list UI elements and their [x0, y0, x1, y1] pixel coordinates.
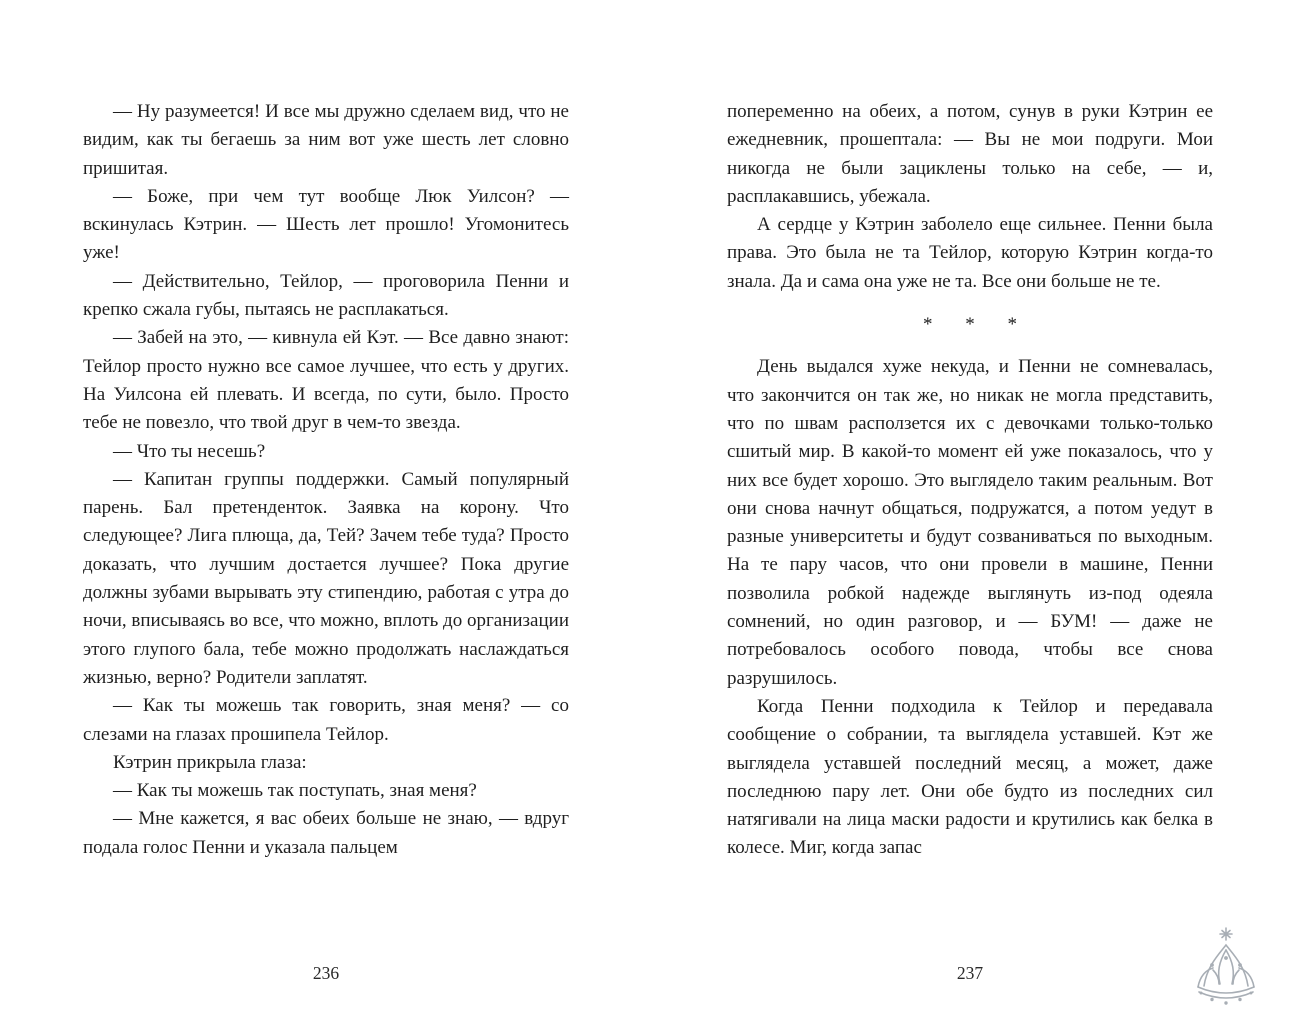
paragraph: День выдался хуже некуда, и Пенни не сомневалась, что закончится он так же, но никак не могла представить, что по швам расползется их с девочками только-только сшитый мир. В какой-то момент ей уже показалось, что у них все будет хорошо. Это выглядело таким реальным. Вот они снова начнут общаться, подружатся, а потом уедут в разные университеты и будут созваниваться по выходным. На те пару часов, что они провели в машине, Пенни позволила робкой надежде выглянуть из-под одеяла сомнений, но один разговор, и — БУМ! — даже не потребовалось особого повода, чтобы все снова разрушилось. — [727, 356, 1213, 689]
right-page-number: 237 — [956, 963, 984, 983]
paragraph: — Ну разумеется! И все мы дружно сделаем вид, что не видим, как ты бегаешь за ним вот уже шесть лет словно пришитая. — [83, 101, 569, 179]
paragraph: — Боже, при чем тут вообще Люк Уилсон? — вскинулась Кэтрин. — Шесть лет прошло! Угомонитесь уже! — [83, 185, 569, 264]
left-page-number: 236 — [312, 963, 340, 983]
paragraph: Когда Пенни подходила к Тейлор и передавала сообщение о собрании, та выглядела уставшей. Кэт же выглядела уставшей последний месяц, а может, даже последнюю пару лет. Они обе будто из последних сил натягивали на лица маски радости и крутились как белка в колесе. Миг, когда запас — [727, 695, 1213, 859]
paragraph: — Капитан группы поддержки. Самый популярный парень. Бал претенденток. Заявка на корону. Что следующее? Лига плюща, да, Тей? Зачем тебе туда? Просто доказать, что лучшим достается лучшее? Пока другие должны зубами вырывать эту стипендию, работая с утра до ночи, вписываясь во все, что можно, вплоть до организации этого глупого бала, тебе можно продолжать наслаждаться жизнью, верно? Родители заплатят. — [83, 468, 569, 688]
paragraph: — Как ты можешь так поступать, зная меня? — [113, 780, 477, 802]
paragraph: — Забей на это, — кивнула ей Кэт. — Все давно знают: Тейлор просто нужно все самое лучшее, что есть у других. На Уилсона ей плевать. И всегда, по сути, было. Просто тебе не повезло, что твой друг в чем-то звезда. — [83, 327, 569, 434]
right-page-text — [727, 98, 1213, 863]
crown-icon — [1189, 924, 1263, 1012]
section-separator: * * * — [923, 314, 1031, 336]
paragraph: — Действительно, Тейлор, — проговорила Пенни и крепко сжала губы, пытаясь не расплакаться. — [83, 270, 569, 321]
paragraph: Кэтрин прикрыла глаза: — [113, 751, 307, 773]
paragraph: — Мне кажется, я вас обеих больше не знаю, — вдруг подала голос Пенни и указала пальцем — [83, 808, 569, 858]
left-page-text — [83, 98, 569, 862]
paragraph: — Как ты можешь так говорить, зная меня? — со слезами на глазах прошипела Тейлор. — [83, 695, 569, 745]
paragraph: — Что ты несешь? — [113, 440, 266, 462]
paragraph: А сердце у Кэтрин заболело еще сильнее. Пенни была права. Это была не та Тейлор, которую Кэтрин когда-то знала. Да и сама она уже не та. Все они больше не те. — [727, 214, 1213, 292]
paragraph: попеременно на обеих, а потом, сунув в руки Кэтрин ее ежедневник, прошептала: — Вы не мои подруги. Мои никогда не были зациклены только на себе, — и, расплакавшись, убежала. — [727, 101, 1213, 207]
